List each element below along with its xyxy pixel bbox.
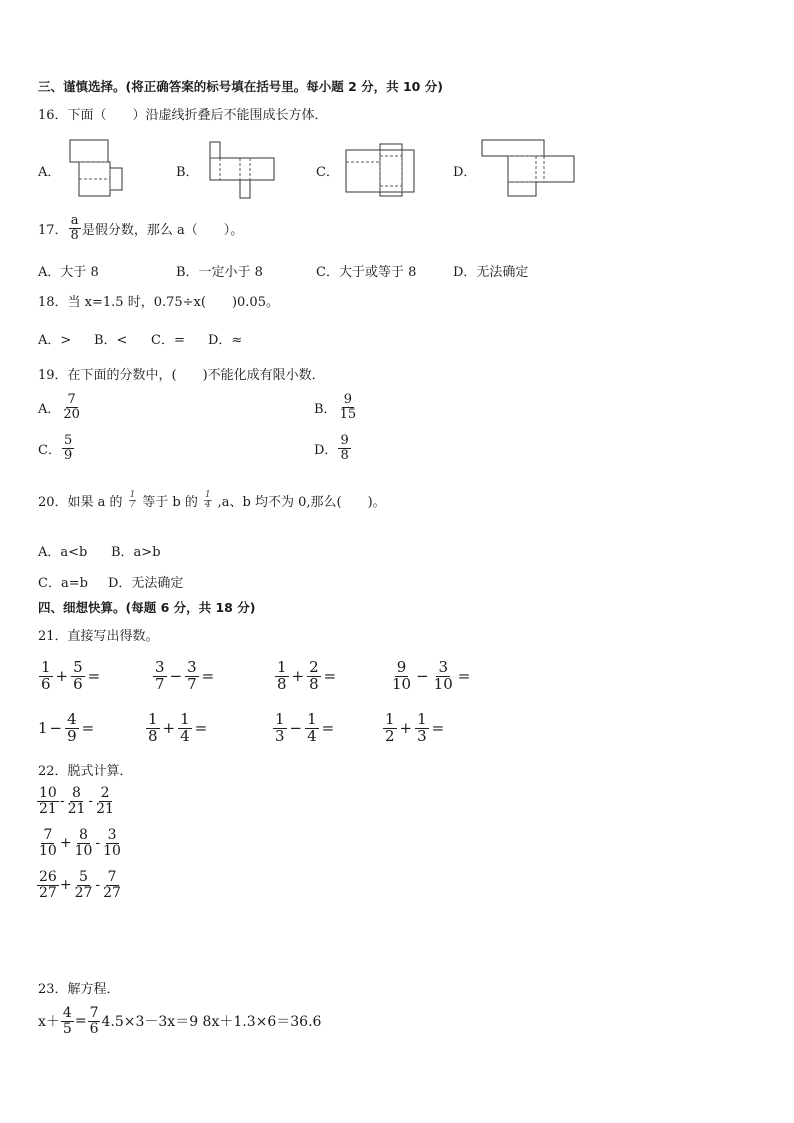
- denominator: 3: [417, 726, 427, 745]
- numerator: 1: [180, 710, 190, 728]
- numerator: 5: [79, 869, 88, 885]
- denominator: 5: [62, 1020, 72, 1037]
- equation-1-lead: x＋: [38, 1014, 60, 1031]
- q19-option-a-label: A．: [38, 401, 61, 417]
- operator: -: [59, 793, 65, 810]
- q20-option-c: C．a=b: [38, 576, 88, 591]
- q19-a-numerator: 7: [67, 392, 76, 407]
- q19-option-c: [38, 434, 75, 462]
- equals-sign: =: [321, 719, 335, 738]
- equals-sign: =: [194, 719, 208, 738]
- denominator: 6: [41, 674, 51, 693]
- equals-sign: =: [74, 1013, 87, 1030]
- denominator: 4: [307, 726, 317, 745]
- q20-fraction1-numerator: 1: [129, 490, 136, 500]
- numerator: 8: [72, 785, 81, 801]
- q19-b-numerator: 9: [343, 392, 352, 407]
- question-22-text: 22．脱式计算．: [38, 764, 133, 779]
- denominator: 3: [275, 726, 285, 745]
- operator: +: [55, 667, 69, 686]
- denominator: 10: [103, 842, 121, 859]
- denominator: 21: [39, 800, 57, 817]
- numerator: 1: [148, 710, 158, 728]
- q19-option-b-label: B．: [314, 401, 337, 417]
- denominator: 2: [385, 726, 395, 745]
- denominator: 10: [392, 674, 412, 693]
- denominator: 7: [155, 674, 165, 693]
- q18-option-b: B．<: [94, 333, 128, 348]
- q17-option-b: B．一定小于 8: [176, 265, 263, 280]
- equals-sign: =: [323, 667, 337, 686]
- operator: +: [399, 719, 413, 738]
- denominator: 27: [74, 884, 93, 901]
- q21-expression-1: [38, 660, 102, 693]
- operator: +: [291, 667, 305, 686]
- equations-2-and-3: 4.5×3－3x＝9 8x＋1.3×6＝36.6: [101, 1014, 322, 1031]
- q17-prefix: 17．: [38, 222, 68, 238]
- q16-option-a-label: A．: [38, 165, 61, 180]
- operator: +: [162, 719, 176, 738]
- numerator: 1: [385, 710, 395, 728]
- numerator: 8: [79, 827, 88, 843]
- q20-option-a: A．a<b: [38, 545, 88, 560]
- net-figure-d: [480, 138, 578, 200]
- operator: −: [169, 667, 183, 686]
- operator: −: [289, 719, 303, 738]
- q20-part3: ,a、b 均不为 0,那么( )。: [217, 495, 386, 511]
- equals-sign: =: [201, 667, 215, 686]
- q18-option-c: C．=: [151, 333, 185, 348]
- denominator: 21: [67, 800, 86, 817]
- q19-b-denominator: 15: [339, 406, 357, 422]
- numerator: 1: [307, 710, 317, 728]
- numerator: 7: [43, 827, 53, 843]
- operator: -: [95, 877, 101, 894]
- operator: -: [95, 835, 101, 852]
- question-17: [38, 214, 243, 242]
- numerator: 5: [73, 658, 83, 676]
- q17-suffix: 是假分数，那么 a（ ）。: [81, 222, 244, 238]
- q17-fraction-denominator: 8: [70, 227, 79, 243]
- q19-c-numerator: 5: [63, 433, 73, 448]
- q19-option-a: [38, 393, 83, 421]
- denominator: 27: [39, 884, 57, 901]
- denominator: 27: [103, 884, 121, 901]
- operator: +: [59, 877, 72, 894]
- q22-expression-3: [36, 870, 124, 900]
- q17-option-c: C．大于或等于 8: [316, 265, 417, 280]
- numerator: 10: [39, 785, 57, 801]
- q21-expression-4: [389, 660, 472, 693]
- q19-d-denominator: 8: [340, 447, 349, 463]
- denominator: 6: [73, 674, 83, 693]
- equals-sign: =: [81, 719, 95, 738]
- q20-fraction2-numerator: 1: [204, 490, 211, 500]
- numerator: 2: [100, 785, 110, 801]
- q17-option-d: D．无法确定: [453, 265, 529, 280]
- numerator: 3: [155, 658, 165, 676]
- q19-a-denominator: 20: [63, 406, 80, 422]
- numerator: 1: [41, 658, 51, 676]
- denominator: 4: [180, 726, 190, 745]
- denominator: 8: [309, 674, 319, 693]
- question-20: [38, 491, 386, 511]
- denominator: 8: [148, 726, 158, 745]
- denominator: 10: [74, 842, 93, 859]
- numerator: 26: [39, 869, 57, 885]
- q19-option-b: [314, 393, 359, 421]
- numerator: 1: [277, 658, 287, 676]
- q19-c-denominator: 9: [63, 447, 73, 463]
- q21-expression-2: [152, 660, 216, 693]
- q18-option-a: A．>: [38, 333, 72, 348]
- section-3-heading: 三、谨慎选择。(将正确答案的标号填在括号里。每小题 2 分，共 10 分): [38, 79, 443, 94]
- numerator: 4: [62, 1005, 72, 1021]
- question-16-text: 16．下面（ ）沿虚线折叠后不能围成长方体．: [38, 108, 328, 123]
- q20-option-d: D．无法确定: [108, 576, 184, 591]
- q20-fraction2-denominator: 4: [204, 500, 211, 511]
- denominator: 9: [67, 726, 77, 745]
- numerator: 4: [67, 710, 77, 728]
- q19-option-c-label: C．: [38, 442, 61, 458]
- equals-sign: =: [431, 719, 445, 738]
- operator: −: [49, 719, 63, 738]
- net-figure-c: [344, 142, 416, 198]
- numerator: 2: [309, 658, 319, 676]
- question-21-text: 21．直接写出得数。: [38, 629, 159, 644]
- net-figure-a: [68, 138, 126, 200]
- numerator: 1: [275, 710, 285, 728]
- q17-fraction-numerator: a: [70, 213, 79, 228]
- q17-fraction: [69, 214, 81, 242]
- q21-expression-7: [272, 712, 336, 745]
- q22-expression-2: [36, 828, 124, 858]
- q20-option-b: B．a>b: [111, 545, 161, 560]
- q22-expression-1: [36, 786, 117, 816]
- denominator: 10: [433, 674, 453, 693]
- equals-sign: =: [457, 667, 471, 686]
- whole-number: 1: [38, 719, 48, 738]
- numerator: 3: [107, 827, 117, 843]
- denominator: 10: [39, 842, 57, 859]
- q20-part1: 20．如果 a 的: [38, 495, 123, 511]
- q19-option-d: [314, 434, 352, 462]
- q20-fraction1-denominator: 7: [129, 500, 136, 511]
- q21-expression-6: [145, 712, 209, 745]
- q18-option-d: D．≈: [208, 333, 243, 348]
- numerator: 3: [438, 658, 448, 676]
- q21-expression-5: [38, 712, 96, 745]
- q23-equations: [38, 1006, 321, 1036]
- numerator: 7: [107, 869, 117, 885]
- operator: -: [88, 793, 94, 810]
- numerator: 1: [417, 710, 427, 728]
- question-18-text: 18．当 x=1.5 时，0.75÷x( )0.05。: [38, 295, 279, 310]
- q16-option-b-label: B．: [176, 165, 199, 180]
- denominator: 21: [96, 800, 114, 817]
- denominator: 7: [187, 674, 197, 693]
- operator: +: [59, 835, 72, 852]
- question-19-text: 19．在下面的分数中，( )不能化成有限小数．: [38, 368, 325, 383]
- q17-option-a: A．大于 8: [38, 265, 99, 280]
- equals-sign: =: [87, 667, 101, 686]
- q21-expression-3: [274, 660, 338, 693]
- q16-option-c-label: C．: [316, 165, 339, 180]
- q19-d-numerator: 9: [340, 433, 349, 448]
- q19-option-d-label: D．: [314, 442, 338, 458]
- q20-part2: 等于 b 的: [142, 495, 198, 511]
- section-4-heading: 四、细想快算。(每题 6 分，共 18 分): [38, 600, 256, 615]
- operator: −: [416, 667, 429, 686]
- q21-expression-8: [382, 712, 446, 745]
- numerator: 3: [187, 658, 197, 676]
- net-figure-b: [208, 140, 276, 202]
- denominator: 8: [277, 674, 287, 693]
- numerator: 7: [89, 1005, 99, 1021]
- question-23-text: 23．解方程．: [38, 982, 120, 997]
- denominator: 6: [89, 1020, 99, 1037]
- q16-option-d-label: D．: [453, 165, 477, 180]
- numerator: 9: [396, 658, 407, 676]
